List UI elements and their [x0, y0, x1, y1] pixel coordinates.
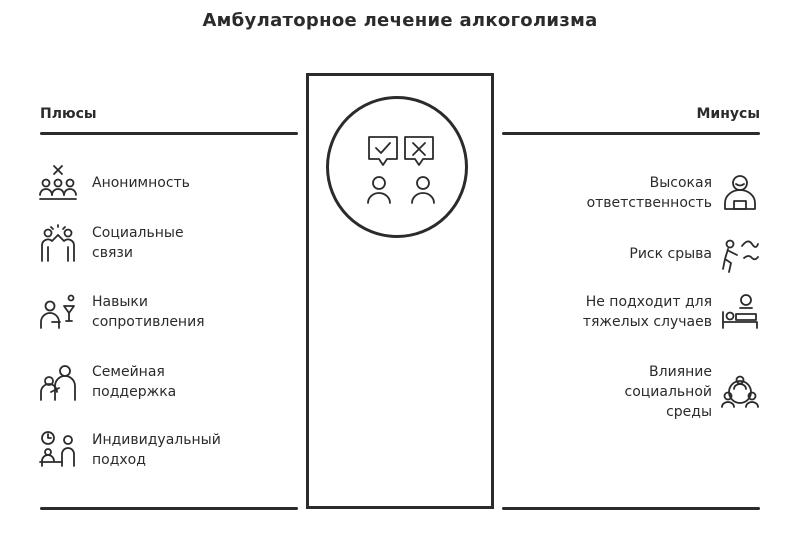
diagram-title: Амбулаторное лечение алкоголизма: [202, 10, 598, 31]
pros-top-rule: [40, 132, 298, 135]
cons-label-social-environment: Влияние социальной среды: [624, 364, 712, 420]
cons-item-social-environment: [625, 362, 761, 422]
cons-bottom-rule: [502, 507, 760, 510]
pros-label-family-support: Семейная поддержка: [92, 364, 177, 400]
consultation-icon: [38, 430, 78, 470]
pros-item-social-connections: [38, 223, 184, 263]
cons-label-not-for-severe: Не подходит для тяжелых случаев: [582, 294, 712, 330]
pros-label-individual-approach: Индивидуальный подход: [92, 432, 221, 468]
pros-cons-people-icon: [329, 99, 465, 235]
pros-label-resistance-skills: Навыки сопротивления: [92, 294, 205, 330]
cons-item-high-responsibility: [587, 173, 760, 213]
pros-bottom-rule: [40, 507, 298, 510]
family-support-icon: [38, 362, 78, 402]
center-circle: [326, 96, 468, 238]
cons-heading: Минусы: [696, 106, 760, 122]
pros-heading: Плюсы: [40, 106, 97, 122]
pros-item-family-support: [38, 362, 176, 402]
social-circle-icon: [720, 372, 760, 412]
pros-item-individual-approach: [38, 430, 221, 470]
person-desk-icon: [720, 173, 760, 213]
pros-label-social-connections: Социальные связи: [92, 225, 184, 261]
cons-item-not-for-severe: [583, 292, 760, 332]
pros-item-resistance-skills: [38, 292, 205, 332]
cons-label-relapse-risk: Риск срыва: [629, 246, 712, 262]
relapse-icon: [720, 234, 760, 274]
cons-item-relapse-risk: [629, 234, 760, 274]
pros-item-anonymity: [38, 163, 190, 203]
cons-top-rule: [502, 132, 760, 135]
high-five-icon: [38, 223, 78, 263]
cons-label-high-responsibility: Высокая ответственность: [586, 175, 712, 211]
person-cocktail-icon: [38, 292, 78, 332]
pros-label-anonymity: Анонимность: [92, 175, 190, 191]
hospital-bed-icon: [720, 292, 760, 332]
anonymous-group-icon: [38, 163, 78, 203]
